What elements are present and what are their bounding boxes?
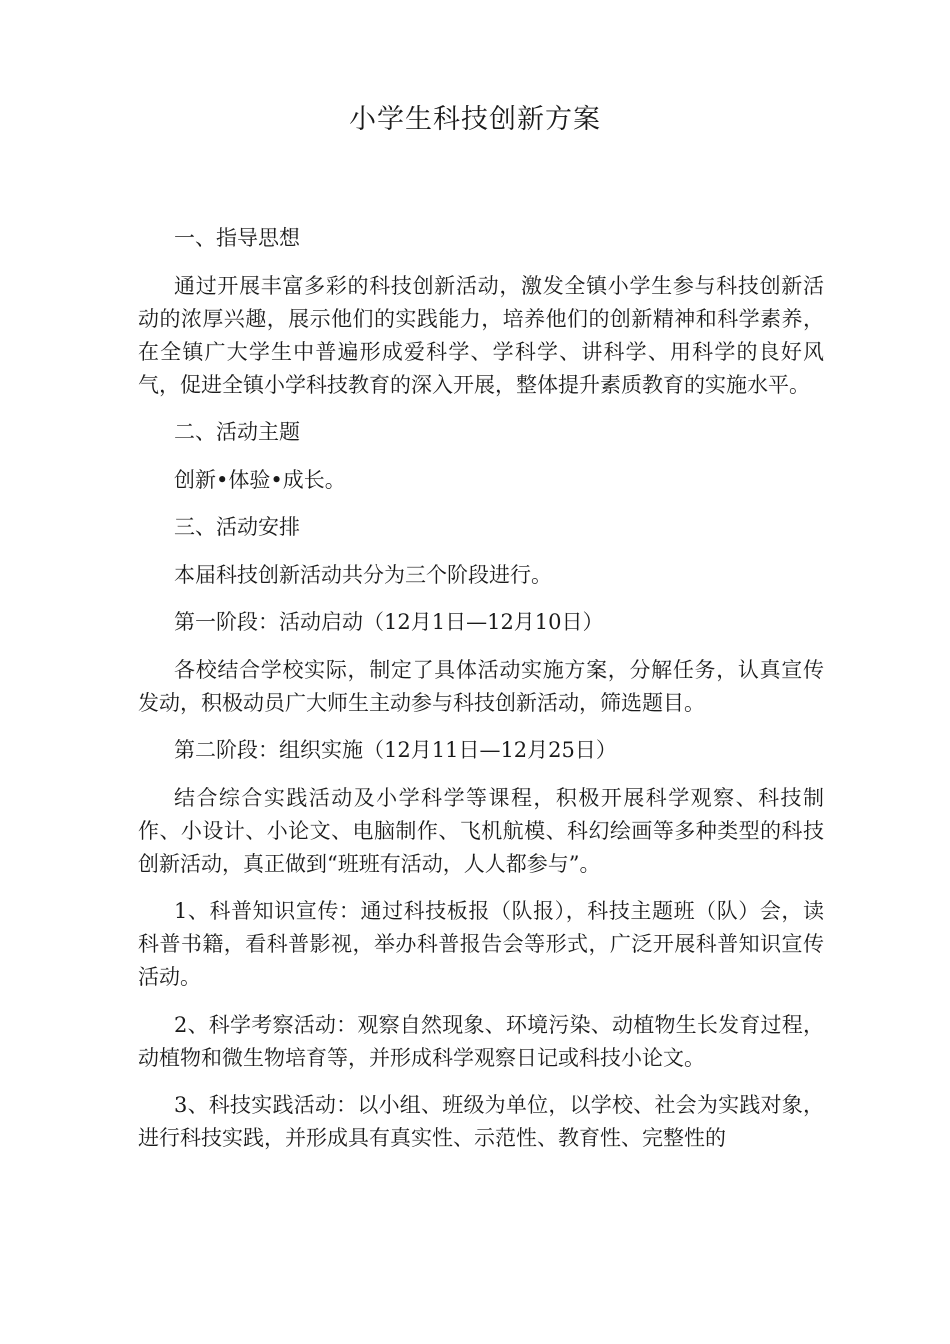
list-item-tech-practice: 3、科技实践活动：以小组、班级为单位，以学校、社会为实践对象，进行科技实践，并形成具有真实性、示范性、教育性、完整性的 — [138, 1093, 824, 1150]
paragraph-stage-one: 各校结合学校实际，制定了具体活动实施方案，分解任务，认真宣传发动，积极动员广大师生主动参与科技创新活动，筛选题目。 — [138, 657, 824, 715]
list-item-science-promotion: 1、科普知识宣传：通过科技板报（队报），科技主题班（队）会，读科普书籍，看科普影视，举办科普报告会等形式，广泛开展科普知识宣传活动。 — [138, 899, 824, 989]
paragraph-stage-two: 结合综合实践活动及小学科学等课程，积极开展科学观察、科技制作、小设计、小论文、电脑制作、飞机航模、科幻绘画等多种类型的科技创新活动，真正做到“班班有活动，人人都参与”。 — [138, 785, 824, 876]
paragraph-guiding-ideology: 通过开展丰富多彩的科技创新活动，激发全镇小学生参与科技创新活动的浓厚兴趣，展示他们的实践能力，培养他们的创新精神和科学素养，在全镇广大学生中普遍形成爱科学、学科学、讲科学、用科学的良好风气，促进全镇小学科技教育的深入开展，整体提升素质教育的实施水平。 — [138, 273, 824, 397]
section-heading-activity-arrangement: 三、活动安排 — [174, 515, 300, 539]
list-item-science-investigation: 2、科学考察活动：观察自然现象、环境污染、动植物生长发育过程，动植物和微生物培育等，并形成科学观察日记或科技小论文。 — [138, 1012, 824, 1070]
paragraph-activity-theme: 创新•体验•成长。 — [174, 467, 346, 492]
section-heading-activity-theme: 二、活动主题 — [174, 420, 300, 444]
document-body — [138, 222, 824, 1170]
paragraph-stages-intro: 本届科技创新活动共分为三个阶段进行。 — [174, 562, 552, 587]
document-title: 小学生科技创新方案 — [349, 104, 601, 135]
stage-two-heading: 第二阶段：组织实施（12月11日—12月25日） — [174, 738, 617, 762]
section-heading-guiding-ideology: 一、指导思想 — [174, 226, 300, 250]
stage-one-heading: 第一阶段：活动启动（12月1日—12月10日） — [174, 610, 604, 634]
